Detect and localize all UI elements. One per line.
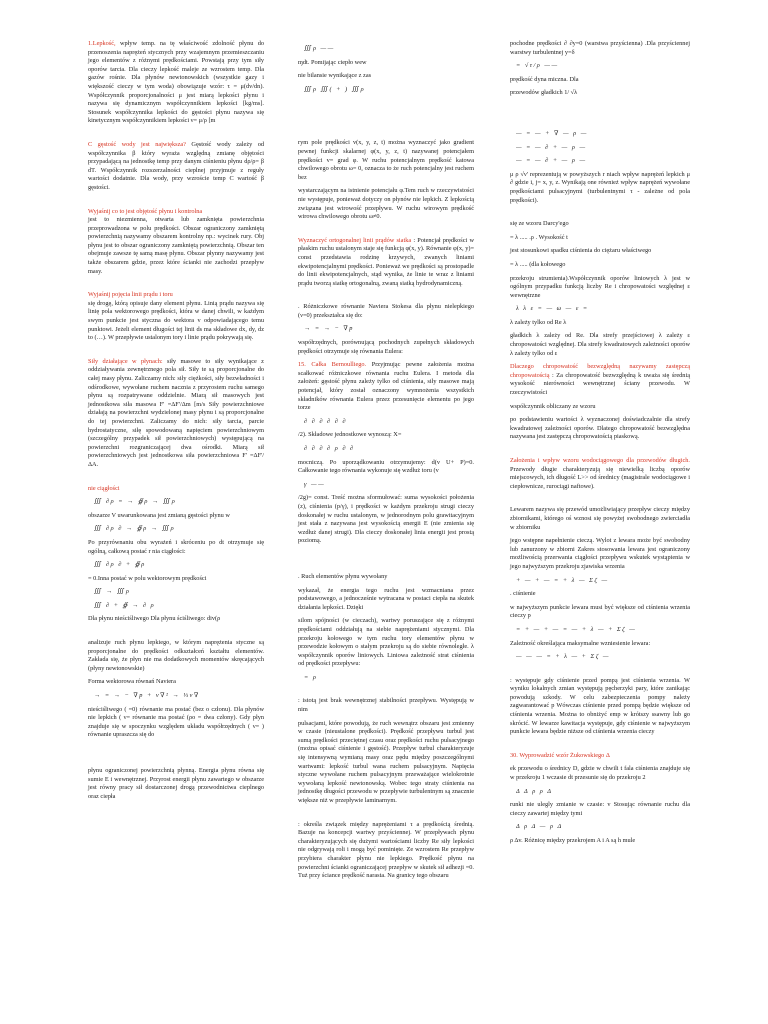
equation-zhukovsky-2: Δ ρ Δ — ρ Δ xyxy=(516,823,563,831)
equation-bernoulli-3: γ —— xyxy=(304,480,326,488)
text-euler-2: współrzędnych, porównującą pochodnych zupełnych składowych prędkości otrzymuje się równania Eulera: xyxy=(298,339,474,355)
column-left xyxy=(88,40,264,806)
text-compressible: Dla płynu ściśliwego: div(ρ xyxy=(150,615,221,623)
text-siphon-pressure: . ciśnienie xyxy=(510,590,536,598)
equation-bernoulli-1: ∂ ∂ ∂ ∂ ∂ ∂ xyxy=(304,417,348,425)
text-smooth-pipes: przewodów gładkich 1/ √λ xyxy=(510,89,578,97)
text-density: Gęstość wody zależy od współczynnika β który wyraża względną zmianę objętości przypadającą na jednostkę temp przy danym ciśnieniu płynu dρ/ρ= β dT. Współczynnik rozszerzalności cieplnej przyjmuje z reguły wartości dodatnie. Dla wody, przy wzroście temp C wartość β gęstości. xyxy=(88,140,264,191)
equation-siphon-1: + — + — = + λ — Σζ — xyxy=(516,576,609,584)
column-middle xyxy=(298,40,474,886)
heading-streamlines: Wyjaśnij pojęcia linii prądu i toru xyxy=(88,291,173,299)
paragraph-control-volume xyxy=(88,208,264,277)
text-siphon-2: jego wstępne napełnienie cieczą. Wylot z lewara może być swobodny lub zanurzony w zbiorni Zakres stosowania lewara jest ograniczony możliwością przerwania ciągłości przepływu wskutek wystąpienia w jego najwyższym przekroju zjawiska wrzenia xyxy=(510,537,690,570)
text-reynolds-stress: μ ρ √ν' reprezentują w powyższych r niach wpływ naprężeń lepkich μ ∂ gdzie i, j= x, y, z. Wynikają one również wpływ naprężeń wywołane prędkościami pulsacyjnymi (turbulentnymi τ - zależne od pola prędkości). xyxy=(510,170,690,204)
equation-navier: → = → − ∇p + ν∇² → ⅓ν∇ xyxy=(94,692,200,700)
text-darcy-3: przekroju strumienia).Współczynnik oporów liniowych λ jest w ogólnym przypadku funkcją liczby Re i chropowatości względnej ε wewnętrzne xyxy=(510,274,690,299)
equation-reynolds-3: — = — ∂ + — ρ — xyxy=(516,157,587,165)
text-potential-flow-2: wystarczającym na istnienie potencjału φ.Tem ruch w rzeczywistości nie występuje, ponieważ dotyczy on płynów nie lepkich. Z lepkością związana jest wirowość przepływu. W ruchu wirowym prędkość wirowa chwilowego obrotu ω≠0. xyxy=(298,187,474,221)
text-navier-1: analizuje ruch płynu lepkiego, w którym naprężenia styczne są proporcjonalne do prędkości odkształceń kształtu elementów. Zakłada się, że płyn nie ma dodatkowych momentów skręcających (płyny newtonowskie) xyxy=(88,639,264,672)
text-zhukovsky: ek przewodu o średnicy D, gdzie w chwili t fala ciśnienia znajduje się w przekroju 1 wczasie dt przesunie się do przekroju 2 xyxy=(510,765,690,782)
heading-long-pipes: Założenia i wpływ wzoru wodociągowego dla przewodów długich. xyxy=(510,457,690,464)
equation-siphon-2: = + — + — = — + λ — + Σζ — xyxy=(516,625,637,633)
equation-reynolds-1: — = — + ∇ — ρ — xyxy=(516,129,588,137)
text-energy: płynu ograniczonej powierzchnią płynną. Energia płynu równa się sumie E i wewnętrznej. Przyrost energii płynu zawartego w obszarze jest równy pracy sił dostarczonej drogą przewodnictwa cieplnego oraz ciepła xyxy=(88,767,264,800)
text-streamlines: się drogę, którą opisuje dany element płynu. Linią prądu nazywa się linię pola wektorowego prędkości, która w danej chwili, w każdym swym punkcie jest styczna do wektora v odpowiadającego temu punktowi. Jeżeli element długości tej linii ds ma składowe dx, dy, dz to (…). W przepływie ustalonym tory i linie prądu pokrywają się. xyxy=(88,299,264,342)
text-euler: . Różniczkowe równanie Naviera Stokesa dla płynu nielepkiego (ν=0) przekształca się do: xyxy=(298,303,474,319)
heading-continuity: nie ciągłości xyxy=(88,484,120,492)
text-dynamic-velocity: prędkość dyna miczna. Dla xyxy=(510,75,579,83)
text-incompressible: Dla płynu nieściśliwego xyxy=(88,615,149,623)
equation-lambda: λ λ ε = — ω — ε = xyxy=(516,305,589,313)
heading-roughness: Dlaczego chropowatość bezwzględną nazywamy zastępczą chropowatością xyxy=(510,363,690,379)
text-boundary-layer: pochodne prędkości ∂ ∂y=0 (warstwa przyścienna) .Dla przyściennej warstwy turbulentnej y=δ xyxy=(510,40,690,56)
text-lambda-re: λ zależy tylko od Re λ xyxy=(510,318,567,326)
heading-bernoulli: 15. Całka Bernoulliego. xyxy=(298,361,367,369)
equation-euler-1: → = → − ∇p xyxy=(304,325,354,333)
paragraph-viscosity xyxy=(88,40,264,126)
heading-forces: Siły działające w płynach: xyxy=(88,357,163,365)
text-long-pipes: Przewody długie charakteryzują się niewielką liczbą oporów miejscowych, ich długość L>> od średnicy (magistrale wodociągowe i ciepłownicze, rurociągi naftowe). xyxy=(510,465,690,490)
paragraph-streamlines xyxy=(88,291,264,343)
text-siphon-3: w najwyższym punkcie lewara musi być większe od ciśnienia wrzenia cieczy p xyxy=(510,603,690,620)
equation-energy-1: ∭ρ —— xyxy=(304,45,335,52)
equation-friction-velocity: = √τ/ρ —— xyxy=(516,62,559,70)
text-bernoulli-3: mocniczą. Po uporządkowaniu otrzymujemy: d(v U+ P)=0. Całkowanie tego równania wykonuje się wzdłuż toru (v xyxy=(298,458,474,475)
text-siphon-4: Zależność określająca maksymalne wzniesienie lewara: xyxy=(510,639,651,647)
text-darcy: się ze wzoru Darcy'ego xyxy=(510,220,569,228)
text-roughness-3: po podstawieniu wartości λ wyznaczonej doświadczalnie dla strefy kwadratowej zależności oporów. Dlatego chropowatość bezwzględna nazywana jest zastępczą chropowatością piaskową. xyxy=(510,416,690,441)
text-bernoulli-2: /2). Składowe jednostkowe wynoszą: X= xyxy=(298,431,402,439)
text-laminar-2: wykazał, że energia tego ruchu jest wzmacniana przez podstawowego, a jednocześnie wytracana w postaci ciepła na skutek działania lepkości. Dzięki xyxy=(298,586,474,611)
text-smooth-zones: gładkich λ zależy od Re. Dla strefy przejściowej λ zależy ε chropowatości względnej. Dla strefy kwadratowych zależności oporów λ zależy tylko od ε xyxy=(510,332,690,357)
equation-siphon-3: — — — = + λ — + Σζ — xyxy=(516,653,610,661)
equation-zhukovsky-1: Δ Δ ρ ρ Δ xyxy=(516,787,553,795)
heading-control-volume: Wyjaśnij co to jest objętość płynu i kontrolna xyxy=(88,207,203,215)
text-navier-2: Forma wektorowa równań Naviera xyxy=(88,678,176,686)
text-zhukovsky-2: runki nie ulegly zmianie w czasie: v Stosując równanie ruchu dla cieczy zawartej między tymi xyxy=(510,801,690,817)
paragraph-density xyxy=(88,141,264,193)
text-viscosity: wpływ temp. na tę właściwość zdolność płynu do przenoszenia naprężeń stycznych przy wzajemnym przemieszczaniu jego elementów z różnymi prędkościami. Powstają przy tym siły oporów tarcia. Dla cieczy lepkość maleje ze wzrostem temp. Dla gazów rośnie. Dla płynów newtonowskich (wszystkie gazy i większość cieczy w tym woda) obowiązuje wzór: τ = μ(dv/dn). Współczynnik proporcjonalności μ jest miarą lepkości płynu i nazywa się dynamicznym współczynnikiem lepkości [kg/ms]. Stosunek współczynnika lepkości do gęstości płynu nazywa się kinetycznym współczynnikiem lepkości ν= μ/ρ [m xyxy=(88,40,264,125)
column-right xyxy=(510,40,690,851)
heading-zhukovsky: 30. Wyprowadzić wzór Żukowskiego xyxy=(510,751,605,759)
text-continuity-1: obszarze V uwarunkowana jest zmianą gęstości płynu w xyxy=(88,511,230,519)
text-potential-flow: rym pole prędkości v(x, y, z, t) można wyznaczyć jako gradient pewnej funkcji skalarnej φ(x, y, z, t) nazywanej potencjałem prędkości v= grad φ. W ruchu potencjalnym prędkość katowa chwilowego obrotu ω= 0, oznacza to że ruch potencjalny jest ruchem bez xyxy=(298,139,474,181)
equation-continuity-3: ∭ ∂ρ ∂ + ∯ρ xyxy=(94,561,146,569)
paragraph-zhukovsky xyxy=(510,752,690,761)
text-cavitation: : występuje gdy ciśnienie przed pompą jest ciśnienia wrzenia. W wyniku lokalnych zmian występują pęcherzyki pary, które zanikając powodują szkody. W celu zabezpieczenia pompy należy zagwarantować p Wówczas ciśnienie przed pompą będzie większe od ciśnienia wrzenia. Można to obniżyć emp w krótszy ssawny lub go skrócić. W lewarze kawitacja występuje, gdy ciśnienie w najwyższym punkcie lewara będzie niższe od ciśnienia wrzenia cieczy xyxy=(510,676,690,736)
text-turbulent-2: pulsacjami, które powodują, że ruch wewnątrz obszaru jest zmienny w czasie (nieustalone prędkości). Prędkość przepływu turbul jest sumą prędkości przeciętnej czasu oraz prędkości ruchu pulsacyjnego (można opisać ciśnienie i gęstość). Przepływ turbul charakteryzuje się intensywną wymianą masy oraz pędu między poszczególnymi wartwami: lepkość turbul wana ruchem pulsacyjnym. Napięcia styczne wywołane ruchem pulsacyjnym przeważające wielokrotnie wywołaną lepkość newtonowską. Wobec tego straty ciśnienia na jednostkę długości przewodu w przepływie turbulentnym są znacznie większe niż w przepływie laminarnym. xyxy=(298,719,474,804)
text-darcy-formula-2: = λ ..... (dla kołowego xyxy=(510,260,566,268)
text-zhukovsky-3: ρ Δv. Różnicę między przekrojem A i A są h mule xyxy=(510,837,636,844)
text-flow-net: : Potencjał prędkości w płaskim ruchu ustalonym staje się funkcją φ(x, y). Równanie φ(x, y)= const przedstawia rodzinę krzywych, zwanych liniami ekwipotencjalnymi prędkości. Ponieważ we prędkości są prostopadle do linii ekwipotencjalnych, stąd wynika, że linie te wraz z liniami prądu tworzą siatkę ortogonalną, zwaną siatką hydrodynamiczną. xyxy=(298,236,474,287)
text-turbulent: : istotą jest brak wewnętrznej stabilności przepływu. Występują w nim xyxy=(298,697,474,714)
text-bernoulli-4: /2g)= const. Treść można sformułować: suma wysokości położenia (z), ciśnienia (p/γ), i prędkości w każdym przekroju strugi cieczy doskonałej w ruchu ustalonym, w jednorodnym polu grawitacyjnym jest stała z nazywana jest wysokością energii E (nie zmienia się wzdłuż danej strugi). Dla cieczy doskonałej linia energii jest prostą poziomą. xyxy=(298,494,474,545)
text-mixing-length: : określa związek między naprężeniami τ a prędkością średnią. Bazuje na koncepcji wartwy przyściennej. W przepływach płynu charakteryzujących się dużymi wartościami liczby Re siły lepkości nie odgrywają roli i mogą być pominięte. Ze wzrostem Re przepływ przybiera charakter płynu nie lepkiego. Prędkość płynu na powierzchni ścianki ograniczającej przepływ w skutek sił adhezji =0. Tuż przy ściance prędkość narasta. Na granicy tego obszaru xyxy=(298,820,474,880)
equation-continuity-2: ∭ ∂ρ ∂ → ∯ρ → ∭ρ xyxy=(94,525,176,533)
text-top-fragment-1: ɱdt. Pomijając ciepło wew xyxy=(298,58,367,66)
text-top-fragment-2: nie bilansie wynikające z zas xyxy=(298,72,372,80)
text-navier-3: nieściśliwego ( =0) równanie ma postać (bez o członu). Dla płynów nie lepkich ( ν= równanie ma postać (ρo = dwa człony). Gdy płyn znajduje się w spoczynku względem układu współrzędnych ( ν= ) równanie upraszcza się do xyxy=(88,705,264,739)
paragraph-long-pipes xyxy=(510,457,690,491)
text-forces: siły masowe to siły wynikające z oddziaływania zewnętrznego pola sił. Siły te są proporcjonalne do całej masy płynu. Zaliczamy nich: siły ciężkości, siły bezwładności i odśrodkowe, wywołane ruchem nacznia z przyrostem ruchu samego płynu są rozpatrywane oddzielnie. Miarą sił masowych jest jednostkowa siła masowa F' =ΔF'/Δm [m/s Siły powierzchniowe działają na powierzchni wydzielonej masy płynu i są proporcjonalne do tej powierzchni. Zaliczamy do nich: siły tarcia, parcie hydrostatyczne, siłę spowodowaną napięciem powierzchniowym (szczególny przypadek sił powierzchniowych) występującą na powierzchni rozgraniczającej dwa ośrodki. Miarą sił powierzchniowych jest jednostkowa siła powierzchniowa F' =ΔF'/ΔA. xyxy=(88,357,264,468)
text-continuity-4 xyxy=(88,615,264,624)
heading-flow-net: Wyznaczyć ortogonalnej linii prądów siatka xyxy=(298,236,412,244)
paragraph-bernoulli xyxy=(298,361,474,413)
text-roughness: : Za chropowatość bezwzględną k uważa się średnią wysokość nierówności wewnętrznej ściany przewodu. W rzeczywistości xyxy=(510,371,690,397)
equation-laminar: = ρ xyxy=(304,673,318,681)
text-bernoulli: Przyjmując pewne założenia można scałkować różniczkowe równania ruchu Eulera. I metoda dla założeń: gęstość płynu zależy tylko od ciśnienia, siły masowe mają potencjał, który został oznaczony wymnożenia wszystkich składników równania Eulera przez przesunięcie elementu po jego torze xyxy=(298,361,475,412)
text-darcy-formula: = λ ..... .ρ . Wysokość t xyxy=(510,233,568,241)
equation-reynolds-2: — = — ∂ + — ρ — xyxy=(516,143,587,151)
text-laminar-3: silom spójności (w cieczach), wartwy poruszające się z różnymi prędkościami oddziałują na siebie naprężeniami stycznymi. Dla przekroju kołowego w tym ruchu tory elementów płynu w przewodzie kołowym o stałym przekroju są do siebie równoległe. λ współczynnik oporów liniowych. Liniowa zależność strat ciśnienia od prędkości przepływu: xyxy=(298,617,474,668)
text-roughness-2: współczynnik obliczany ze wzoru xyxy=(510,402,596,410)
equation-bernoulli-2: ∂ ∂ ∂ ∂ ρ ∂ ∂ xyxy=(304,445,355,452)
text-darcy-2: jest stosunkowi spadku ciśnienia do ciężaru właściwego xyxy=(510,247,652,255)
paragraph-roughness xyxy=(510,363,690,397)
text-continuity-2: Po przyrównaniu obu wyrażeń i skróceniu po dt otrzymuje się ogólną, całkową postać r nia ciągłości: xyxy=(88,538,264,555)
text-siphon: Lewarem nazywa się przewód umożliwiający przepływ cieczy między zbiornikami, którego oś wznosi się powyżej swobodnego zwierciadła w zbiorniku xyxy=(510,506,690,531)
heading-density: C gęstość wody jest największa? xyxy=(88,140,186,148)
text-continuity-3: = 0.Inna postać w polu wektorowym prędkości xyxy=(88,574,207,582)
paragraph-flow-net xyxy=(298,237,474,289)
heading-viscosity: 1.Lepkość, xyxy=(88,40,116,47)
text-laminar: . Ruch elementów płynu wywołany xyxy=(298,572,388,580)
equation-energy-2: ∭ρ ∭( + ) ∭ρ xyxy=(304,85,366,93)
equation-continuity-5: ∭ ∂ + ∯ → ∂ ρ xyxy=(94,601,156,609)
equation-continuity-1: ∭ ∂ρ = → ∯ρ → ∭ρ xyxy=(94,498,177,506)
text-control-volume: jest to niezmienna, otwarta lub zamknięta powierzchnia przeprowadzona w polu prędkości. Obszar ograniczony zamkniętą powierzchnią nazywamy obszarem kontrolny np.: wycinek rury. Obj płynu jest to obszar ograniczony zamkniętą powierzchnią. Obszar ten obejmuje zawsze tę samą masę płynu. Obszar płynny nazywamy jest także obszarem gdzie, przez które ścianki nie zachodzi przepływ masy. xyxy=(88,216,264,275)
equation-continuity-4: ∭ → ∭ρ xyxy=(94,588,131,596)
symbol-zhukovsky-delta: Δ xyxy=(605,751,610,759)
paragraph-forces xyxy=(88,358,264,470)
